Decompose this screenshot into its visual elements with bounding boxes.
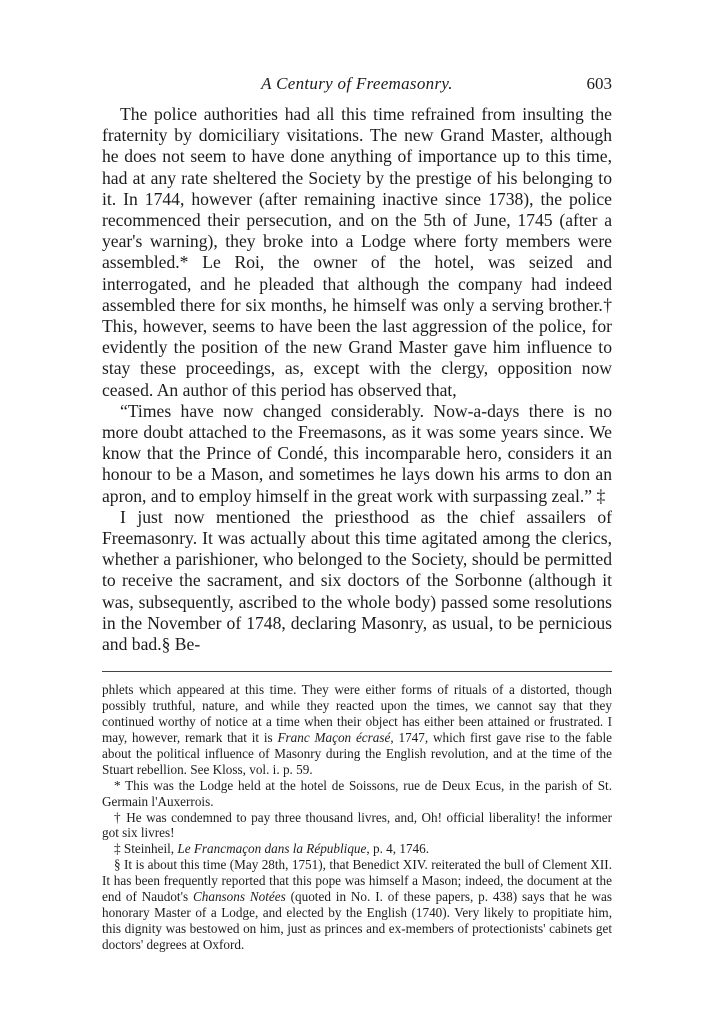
body-text bbox=[102, 104, 612, 655]
footnote-continued-title: Franc Maçon écrasé bbox=[277, 730, 391, 745]
footnote-section-title: Chansons Notées bbox=[192, 889, 286, 905]
page-header bbox=[102, 74, 612, 104]
footnote-mark: ‡ bbox=[114, 841, 124, 857]
paragraph-priesthood: I just now mentioned the priesthood as the chief assailers of Freemasonry. It was actually about this time agitated among the clerics, whether a parishioner, who belonged to the Society, should be permitted to receive the sacrament, and six doctors of the Sorbonne (although it was, subsequently, ascribed to the whole body) passed some resolutions in the November of 1748, declaring Masonry, as usual, to be pernicious and bad.§ Be- bbox=[102, 506, 612, 655]
running-title: A Century of Freemasonry. bbox=[261, 74, 453, 93]
paragraph-police-authorities: The police authorities had all this time refrained from insulting the fraternity by domiciliary visitations. The new Grand Master, although he does not seem to have done anything of importance up to this time, had at any rate sheltered the Society by the prestige of his belonging to it. In 1744, however (after remaining inactive since 1738), the police recommenced their persecution, and on the 5th of June, 1745 (after a year's warning), they broke into a Lodge where forty members were assembled.* Le Roi, the owner of the hotel, was seized and interrogated, and he pleaded that although the company had indeed assembled there for six months, he himself was only a serving brother.† This, however, seems to have been the last aggression of the police, for evidently the position of the new Grand Master gave him influence to stay these proceedings, as, except with the clergy, opposition now ceased. An author of this period has observed that, bbox=[102, 104, 612, 400]
footnote-ddagger-title: Le Francmaçon dans la République bbox=[177, 841, 367, 857]
footnote-ddagger-text: Steinheil, bbox=[123, 841, 178, 857]
footnote-continued bbox=[102, 682, 612, 777]
footnote-continued-text: phlets which appeared at this time. They were either forms of rituals of a distorted, though possibly truthful, nature, and while they reacted upon the times, we cannot say that they continued worthy of notice at a time when their object has either been attained or frustrated. I may, however, remark that it is bbox=[102, 682, 612, 745]
footnote-continued-text-end: , 1747, which first gave rise to the fable about the political influence of Masonry during the English revolution, and at the time of the Stuart rebellion. See Kloss, vol. i. p. 59. bbox=[102, 730, 613, 777]
footnote-dagger: † He was condemned to pay three thousand livres, and, Oh! official liberality! the informer got six livres! bbox=[102, 809, 612, 841]
page-number: 603 bbox=[586, 74, 612, 93]
footnotes bbox=[102, 682, 612, 952]
footnote-rule bbox=[102, 671, 612, 672]
footnote-section bbox=[102, 857, 612, 952]
block-quote: “Times have now changed considerably. Now-a-days there is no more doubt attached to the Freemasons, as it was some years since. We know that the Prince of Condé, this incomparable hero, considers it an honour to be a Mason, and sometimes he lays down his arms to don an apron, and to employ himself in the great work with surpassing zeal.” ‡ bbox=[102, 400, 612, 506]
footnote-ddagger-text-end: , p. 4, 1746. bbox=[366, 841, 430, 857]
footnote-double-dagger bbox=[102, 841, 612, 857]
footnote-section-text-end: (quoted in No. I. of these papers, p. 438) says that he was honorary Master of a Lodge, and elected by the English (1740). Very likely to propitiate him, this dignity was bestowed on him, just as princes and ex-members of protectionists' cabinets get doctors' degrees at Oxford. bbox=[102, 889, 613, 952]
footnote-star: * This was the Lodge held at the hotel de Soissons, rue de Deux Ecus, in the parish of St. Germain l'Auxerrois. bbox=[102, 777, 612, 809]
footnote-section-text: § It is about this time (May 28th, 1751), that Benedict XIV. reiterated the bull of Clement XII. It has been frequently reported that this pope was himself a Mason; indeed, the document at the end of Naudot's bbox=[102, 857, 612, 905]
book-page bbox=[102, 74, 612, 953]
